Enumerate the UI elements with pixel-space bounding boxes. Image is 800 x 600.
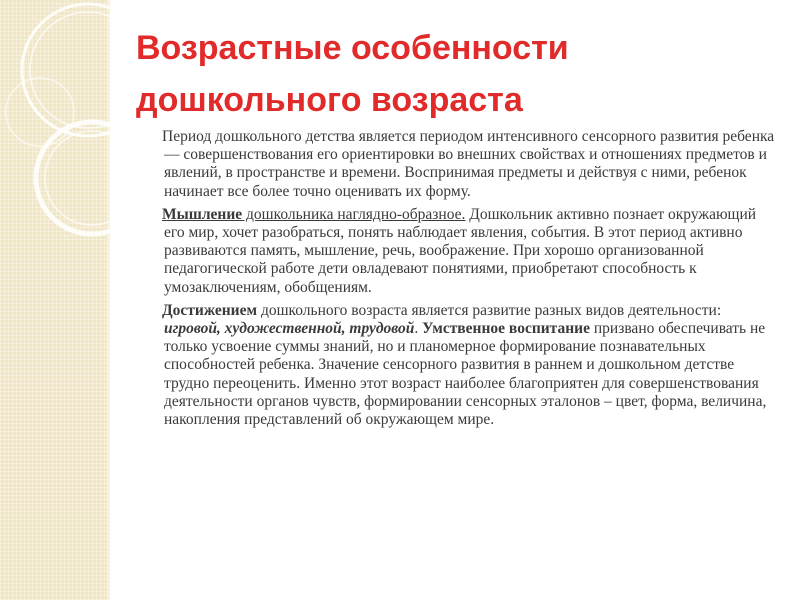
slide-title bbox=[136, 22, 776, 126]
thinking-heading bbox=[162, 206, 465, 223]
achievement-term: Достижением bbox=[162, 301, 258, 319]
thinking-term: Мышление bbox=[162, 205, 243, 223]
paragraph-achievement bbox=[150, 302, 778, 429]
paragraph-3-text-c: призвано обеспечивать не только усвоение суммы знаний, но и планомерное формирование познавательных способностей ребенка. Значение сенсорного развития в раннем и дошкольном детстве трудно переоценить. Именно этот возраст наиболее благоприятен для совершенствования деятельности органов чувств, формировании сенсорных эталонов – цвет, форма, величина, накопления представлений об окружающем мире. bbox=[164, 320, 767, 429]
mental-education-term: Умственное воспитание bbox=[422, 320, 590, 338]
paragraph-3-text-b: . bbox=[414, 320, 423, 338]
paragraph-thinking bbox=[150, 206, 778, 297]
paragraph-1-text: Период дошкольного детства является периодом интенсивного сенсорного развития ребенка — совершенствования его ориентировки во внешних свойствах и отношениях предметов и явлений, в пространстве и времени. Воспринимая предметы и действуя с ними, ребенок начинает все более точно оценивать их форму. bbox=[162, 128, 775, 200]
paragraph-sensory-development bbox=[150, 128, 778, 201]
title-line-1: Возрастные особенности bbox=[136, 29, 569, 67]
paragraph-2-text: Дошкольник активно познает окружающий его мир, хочет разобраться, понять наблюдает явления, события. В этот период активно развиваются память, мышление, речь, воображение. При хорошо организованной педагогической работе дети овладевают понятиями, приобретают способность к умозаключениям, обобщениям. bbox=[164, 205, 757, 296]
title-line-2: дошкольного возраста bbox=[136, 81, 523, 119]
activity-types: игровой, художественной, трудовой bbox=[164, 320, 415, 338]
thinking-underlined-rest: дошкольника наглядно-образное. bbox=[242, 205, 466, 223]
paragraph-3-text-a: дошкольного возраста является развитие разных видов деятельности: bbox=[257, 301, 722, 319]
slide-body bbox=[150, 128, 778, 434]
